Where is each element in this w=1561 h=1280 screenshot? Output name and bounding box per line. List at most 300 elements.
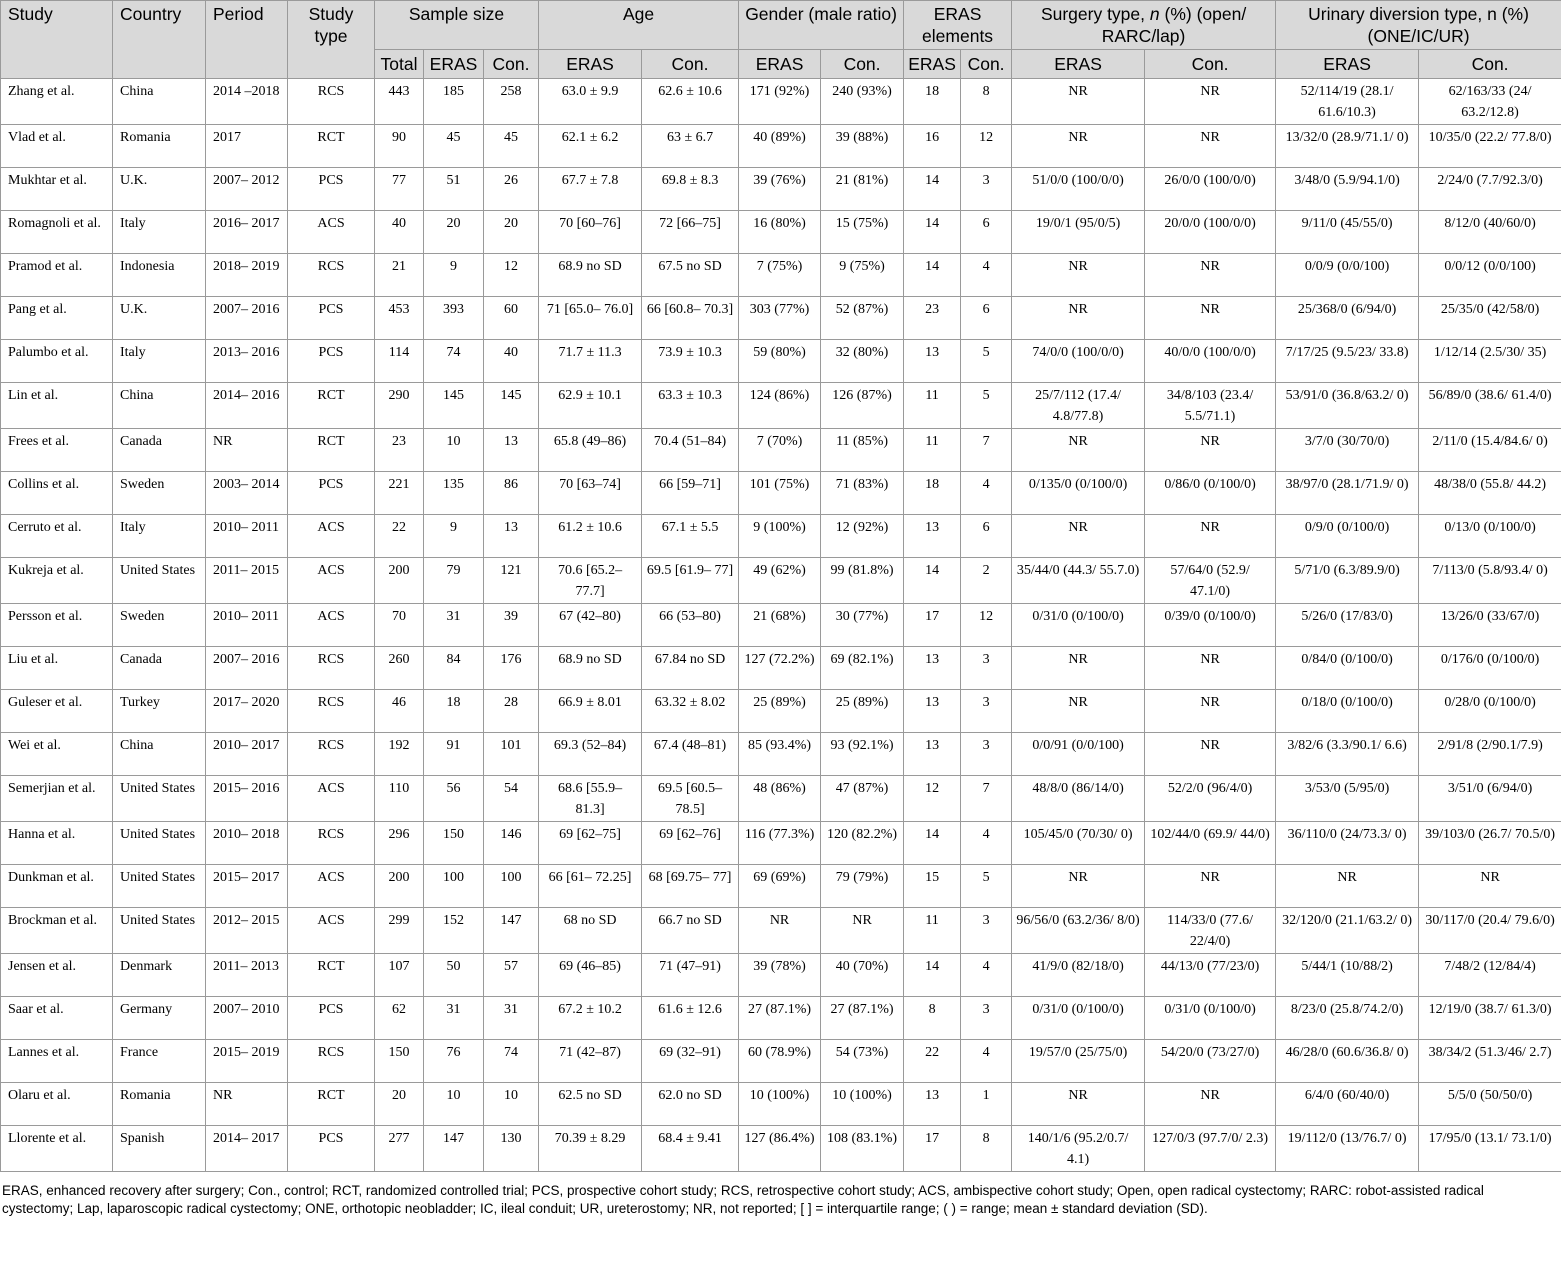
- cell-con-gender: 79 (79%): [821, 865, 904, 908]
- cell-con-gender: 99 (81.8%): [821, 558, 904, 604]
- cell-study: Cerruto et al.: [1, 515, 113, 558]
- cell-con-diversion: 1/12/14 (2.5/30/ 35): [1419, 340, 1561, 383]
- cell-con-elements: 6: [961, 297, 1012, 340]
- cell-study: Lin et al.: [1, 383, 113, 429]
- cell-con-gender: 126 (87%): [821, 383, 904, 429]
- cell-period: 2010– 2018: [206, 822, 288, 865]
- cell-eras-gender: 39 (76%): [739, 168, 821, 211]
- cell-eras-diversion: 7/17/25 (9.5/23/ 33.8): [1276, 340, 1419, 383]
- subcol-eras: ERAS: [1012, 50, 1145, 79]
- cell-period: NR: [206, 429, 288, 472]
- cell-eras-gender: 127 (72.2%): [739, 647, 821, 690]
- cell-con-surgery: 40/0/0 (100/0/0): [1145, 340, 1276, 383]
- cell-eras-diversion: 3/48/0 (5.9/94.1/0): [1276, 168, 1419, 211]
- cell-eras-elements: 17: [904, 1126, 961, 1172]
- cell-eras-sample: 145: [424, 383, 484, 429]
- cell-period: 2010– 2011: [206, 604, 288, 647]
- cell-eras-gender: 124 (86%): [739, 383, 821, 429]
- cell-period: 2015– 2017: [206, 865, 288, 908]
- cell-con-sample: 145: [484, 383, 539, 429]
- cell-con-diversion: 10/35/0 (22.2/ 77.8/0): [1419, 125, 1561, 168]
- col-study-type: Study type: [288, 1, 375, 79]
- cell-eras-diversion: 8/23/0 (25.8/74.2/0): [1276, 997, 1419, 1040]
- cell-eras-sample: 56: [424, 776, 484, 822]
- subcol-total: Total: [375, 50, 424, 79]
- cell-con-diversion: 8/12/0 (40/60/0): [1419, 211, 1561, 254]
- cell-con-diversion: 7/48/2 (12/84/4): [1419, 954, 1561, 997]
- cell-eras-diversion: 9/11/0 (45/55/0): [1276, 211, 1419, 254]
- cell-period: 2014– 2017: [206, 1126, 288, 1172]
- cell-country: Romania: [113, 125, 206, 168]
- cell-eras-elements: 13: [904, 647, 961, 690]
- cell-eras-diversion: NR: [1276, 865, 1419, 908]
- cell-con-sample: 101: [484, 733, 539, 776]
- cell-eras-elements: 11: [904, 429, 961, 472]
- cell-eras-diversion: 0/0/9 (0/0/100): [1276, 254, 1419, 297]
- table-row: [1, 79, 1561, 125]
- cell-total: 200: [375, 558, 424, 604]
- cell-period: 2007– 2010: [206, 997, 288, 1040]
- cell-total: 90: [375, 125, 424, 168]
- cell-con-sample: 176: [484, 647, 539, 690]
- cell-period: 2018– 2019: [206, 254, 288, 297]
- cell-eras-elements: 16: [904, 125, 961, 168]
- cell-eras-elements: 18: [904, 472, 961, 515]
- cell-eras-surgery: 25/7/112 (17.4/ 4.8/77.8): [1012, 383, 1145, 429]
- cell-con-elements: 7: [961, 776, 1012, 822]
- table-row: [1, 954, 1561, 997]
- cell-country: United States: [113, 558, 206, 604]
- cell-con-diversion: 0/0/12 (0/0/100): [1419, 254, 1561, 297]
- cell-eras-surgery: 74/0/0 (100/0/0): [1012, 340, 1145, 383]
- cell-con-elements: 5: [961, 865, 1012, 908]
- cell-study: Saar et al.: [1, 997, 113, 1040]
- cell-con-age: 68 [69.75– 77]: [642, 865, 739, 908]
- cell-eras-sample: 51: [424, 168, 484, 211]
- cell-con-age: 62.6 ± 10.6: [642, 79, 739, 125]
- cell-con-surgery: NR: [1145, 690, 1276, 733]
- cell-country: United States: [113, 776, 206, 822]
- table-row: [1, 647, 1561, 690]
- cell-eras-age: 68.9 no SD: [539, 647, 642, 690]
- cell-study-type: RCT: [288, 954, 375, 997]
- cell-con-surgery: 54/20/0 (73/27/0): [1145, 1040, 1276, 1083]
- cell-total: 77: [375, 168, 424, 211]
- subcol-con: Con.: [821, 50, 904, 79]
- cell-eras-age: 63.0 ± 9.9: [539, 79, 642, 125]
- cell-period: 2011– 2013: [206, 954, 288, 997]
- cell-con-sample: 147: [484, 908, 539, 954]
- cell-eras-surgery: 0/135/0 (0/100/0): [1012, 472, 1145, 515]
- cell-study: Persson et al.: [1, 604, 113, 647]
- subcol-con: Con.: [642, 50, 739, 79]
- cell-study: Llorente et al.: [1, 1126, 113, 1172]
- table-row: [1, 1040, 1561, 1083]
- cell-eras-age: 67 (42–80): [539, 604, 642, 647]
- cell-con-diversion: 2/91/8 (2/90.1/7.9): [1419, 733, 1561, 776]
- cell-country: Turkey: [113, 690, 206, 733]
- cell-eras-gender: 48 (86%): [739, 776, 821, 822]
- cell-con-surgery: 26/0/0 (100/0/0): [1145, 168, 1276, 211]
- cell-eras-elements: 18: [904, 79, 961, 125]
- col-urinary-diversion: Urinary diversion type, n (%) (ONE/IC/UR): [1276, 1, 1561, 50]
- cell-total: 200: [375, 865, 424, 908]
- cell-con-gender: 108 (83.1%): [821, 1126, 904, 1172]
- cell-eras-gender: 9 (100%): [739, 515, 821, 558]
- cell-con-sample: 31: [484, 997, 539, 1040]
- cell-con-surgery: 102/44/0 (69.9/ 44/0): [1145, 822, 1276, 865]
- cell-con-sample: 39: [484, 604, 539, 647]
- cell-con-diversion: 0/28/0 (0/100/0): [1419, 690, 1561, 733]
- cell-total: 46: [375, 690, 424, 733]
- cell-eras-gender: 40 (89%): [739, 125, 821, 168]
- cell-country: China: [113, 383, 206, 429]
- cell-eras-age: 69 [62–75]: [539, 822, 642, 865]
- cell-eras-surgery: NR: [1012, 125, 1145, 168]
- cell-total: 260: [375, 647, 424, 690]
- cell-con-diversion: 25/35/0 (42/58/0): [1419, 297, 1561, 340]
- table-row: [1, 211, 1561, 254]
- cell-total: 40: [375, 211, 424, 254]
- cell-eras-diversion: 3/82/6 (3.3/90.1/ 6.6): [1276, 733, 1419, 776]
- cell-study: Liu et al.: [1, 647, 113, 690]
- cell-study-type: ACS: [288, 211, 375, 254]
- cell-country: Italy: [113, 340, 206, 383]
- cell-con-age: 66.7 no SD: [642, 908, 739, 954]
- cell-eras-diversion: 5/71/0 (6.3/89.9/0): [1276, 558, 1419, 604]
- cell-eras-sample: 50: [424, 954, 484, 997]
- cell-study: Lannes et al.: [1, 1040, 113, 1083]
- cell-eras-diversion: 25/368/0 (6/94/0): [1276, 297, 1419, 340]
- cell-con-gender: 54 (73%): [821, 1040, 904, 1083]
- cell-eras-diversion: 53/91/0 (36.8/63.2/ 0): [1276, 383, 1419, 429]
- cell-eras-elements: 14: [904, 558, 961, 604]
- cell-eras-elements: 15: [904, 865, 961, 908]
- table-row: [1, 168, 1561, 211]
- cell-con-diversion: 13/26/0 (33/67/0): [1419, 604, 1561, 647]
- cell-eras-sample: 10: [424, 429, 484, 472]
- cell-con-sample: 258: [484, 79, 539, 125]
- cell-con-diversion: 62/163/33 (24/ 63.2/12.8): [1419, 79, 1561, 125]
- cell-eras-surgery: NR: [1012, 429, 1145, 472]
- cell-total: 107: [375, 954, 424, 997]
- col-country: Country: [113, 1, 206, 79]
- cell-period: 2017: [206, 125, 288, 168]
- cell-con-elements: 6: [961, 515, 1012, 558]
- cell-eras-sample: 135: [424, 472, 484, 515]
- cell-eras-sample: 185: [424, 79, 484, 125]
- cell-eras-sample: 100: [424, 865, 484, 908]
- cell-con-surgery: 0/31/0 (0/100/0): [1145, 997, 1276, 1040]
- cell-study: Zhang et al.: [1, 79, 113, 125]
- cell-eras-sample: 45: [424, 125, 484, 168]
- cell-con-diversion: 38/34/2 (51.3/46/ 2.7): [1419, 1040, 1561, 1083]
- cell-con-surgery: 44/13/0 (77/23/0): [1145, 954, 1276, 997]
- cell-study: Palumbo et al.: [1, 340, 113, 383]
- cell-period: NR: [206, 1083, 288, 1126]
- table-body: [1, 79, 1561, 1172]
- cell-con-diversion: 2/11/0 (15.4/84.6/ 0): [1419, 429, 1561, 472]
- cell-eras-surgery: NR: [1012, 690, 1145, 733]
- cell-total: 22: [375, 515, 424, 558]
- cell-con-sample: 86: [484, 472, 539, 515]
- cell-eras-elements: 14: [904, 211, 961, 254]
- cell-con-elements: 3: [961, 647, 1012, 690]
- cell-con-age: 69 [62–76]: [642, 822, 739, 865]
- cell-eras-gender: 21 (68%): [739, 604, 821, 647]
- cell-con-diversion: 0/13/0 (0/100/0): [1419, 515, 1561, 558]
- cell-period: 2011– 2015: [206, 558, 288, 604]
- cell-country: Canada: [113, 647, 206, 690]
- cell-period: 2010– 2011: [206, 515, 288, 558]
- cell-eras-diversion: 52/114/19 (28.1/ 61.6/10.3): [1276, 79, 1419, 125]
- cell-con-gender: 27 (87.1%): [821, 997, 904, 1040]
- cell-study: Hanna et al.: [1, 822, 113, 865]
- cell-study-type: RCS: [288, 822, 375, 865]
- cell-con-gender: 52 (87%): [821, 297, 904, 340]
- cell-study: Mukhtar et al.: [1, 168, 113, 211]
- cell-eras-surgery: 140/1/6 (95.2/0.7/ 4.1): [1012, 1126, 1145, 1172]
- cell-eras-age: 66.9 ± 8.01: [539, 690, 642, 733]
- cell-con-age: 67.4 (48–81): [642, 733, 739, 776]
- cell-eras-gender: 27 (87.1%): [739, 997, 821, 1040]
- cell-eras-diversion: 6/4/0 (60/40/0): [1276, 1083, 1419, 1126]
- cell-con-surgery: NR: [1145, 647, 1276, 690]
- table-row: [1, 776, 1561, 822]
- subcol-con: Con.: [961, 50, 1012, 79]
- cell-con-sample: 13: [484, 429, 539, 472]
- cell-con-elements: 3: [961, 168, 1012, 211]
- table-row: [1, 429, 1561, 472]
- cell-con-age: 69.8 ± 8.3: [642, 168, 739, 211]
- cell-eras-age: 71.7 ± 11.3: [539, 340, 642, 383]
- cell-con-elements: 4: [961, 954, 1012, 997]
- cell-eras-sample: 147: [424, 1126, 484, 1172]
- cell-period: 2015– 2016: [206, 776, 288, 822]
- cell-con-sample: 121: [484, 558, 539, 604]
- col-study: Study: [1, 1, 113, 79]
- cell-con-diversion: 7/113/0 (5.8/93.4/ 0): [1419, 558, 1561, 604]
- cell-eras-sample: 91: [424, 733, 484, 776]
- cell-eras-sample: 10: [424, 1083, 484, 1126]
- cell-con-elements: 8: [961, 79, 1012, 125]
- cell-eras-age: 71 (42–87): [539, 1040, 642, 1083]
- cell-eras-diversion: 3/53/0 (5/95/0): [1276, 776, 1419, 822]
- cell-con-gender: 25 (89%): [821, 690, 904, 733]
- cell-eras-surgery: NR: [1012, 297, 1145, 340]
- cell-study: Brockman et al.: [1, 908, 113, 954]
- cell-eras-sample: 74: [424, 340, 484, 383]
- cell-eras-sample: 393: [424, 297, 484, 340]
- cell-period: 2010– 2017: [206, 733, 288, 776]
- cell-total: 443: [375, 79, 424, 125]
- cell-eras-elements: 11: [904, 383, 961, 429]
- cell-con-sample: 28: [484, 690, 539, 733]
- cell-con-age: 61.6 ± 12.6: [642, 997, 739, 1040]
- cell-study-type: RCS: [288, 647, 375, 690]
- cell-eras-surgery: 0/0/91 (0/0/100): [1012, 733, 1145, 776]
- cell-eras-surgery: 41/9/0 (82/18/0): [1012, 954, 1145, 997]
- cell-eras-gender: 39 (78%): [739, 954, 821, 997]
- cell-con-sample: 20: [484, 211, 539, 254]
- table-row: [1, 254, 1561, 297]
- cell-con-surgery: NR: [1145, 297, 1276, 340]
- cell-con-diversion: 17/95/0 (13.1/ 73.1/0): [1419, 1126, 1561, 1172]
- cell-study: Jensen et al.: [1, 954, 113, 997]
- cell-study: Kukreja et al.: [1, 558, 113, 604]
- cell-con-diversion: 3/51/0 (6/94/0): [1419, 776, 1561, 822]
- cell-country: Sweden: [113, 472, 206, 515]
- cell-study-type: RCS: [288, 733, 375, 776]
- cell-eras-age: 69.3 (52–84): [539, 733, 642, 776]
- cell-con-age: 67.5 no SD: [642, 254, 739, 297]
- col-surgery-type: [1012, 1, 1276, 50]
- cell-country: United States: [113, 822, 206, 865]
- cell-eras-gender: 85 (93.4%): [739, 733, 821, 776]
- cell-con-sample: 60: [484, 297, 539, 340]
- cell-con-surgery: NR: [1145, 429, 1276, 472]
- cell-country: France: [113, 1040, 206, 1083]
- cell-country: Spanish: [113, 1126, 206, 1172]
- cell-eras-gender: 10 (100%): [739, 1083, 821, 1126]
- table-row: [1, 297, 1561, 340]
- cell-study-type: PCS: [288, 297, 375, 340]
- cell-eras-diversion: 13/32/0 (28.9/71.1/ 0): [1276, 125, 1419, 168]
- cell-eras-diversion: 36/110/0 (24/73.3/ 0): [1276, 822, 1419, 865]
- surgery-type-label-n: n: [1149, 4, 1160, 24]
- cell-country: Italy: [113, 515, 206, 558]
- cell-period: 2015– 2019: [206, 1040, 288, 1083]
- cell-con-elements: 7: [961, 429, 1012, 472]
- cell-study-type: PCS: [288, 340, 375, 383]
- cell-study-type: PCS: [288, 472, 375, 515]
- cell-study-type: RCS: [288, 254, 375, 297]
- cell-eras-age: 70 [60–76]: [539, 211, 642, 254]
- cell-total: 23: [375, 429, 424, 472]
- cell-study-type: RCS: [288, 1040, 375, 1083]
- table-row: [1, 865, 1561, 908]
- table-row: [1, 1083, 1561, 1126]
- cell-con-gender: 9 (75%): [821, 254, 904, 297]
- cell-eras-diversion: 0/18/0 (0/100/0): [1276, 690, 1419, 733]
- cell-period: 2003– 2014: [206, 472, 288, 515]
- cell-eras-surgery: NR: [1012, 865, 1145, 908]
- cell-study-type: PCS: [288, 997, 375, 1040]
- cell-eras-age: 62.5 no SD: [539, 1083, 642, 1126]
- cell-eras-gender: 7 (70%): [739, 429, 821, 472]
- cell-con-elements: 2: [961, 558, 1012, 604]
- cell-eras-sample: 18: [424, 690, 484, 733]
- table-row: [1, 604, 1561, 647]
- cell-period: 2017– 2020: [206, 690, 288, 733]
- cell-study-type: ACS: [288, 865, 375, 908]
- cell-eras-age: 68.9 no SD: [539, 254, 642, 297]
- cell-eras-sample: 84: [424, 647, 484, 690]
- cell-con-surgery: 20/0/0 (100/0/0): [1145, 211, 1276, 254]
- cell-con-gender: 21 (81%): [821, 168, 904, 211]
- cell-period: 2013– 2016: [206, 340, 288, 383]
- cell-period: 2007– 2016: [206, 647, 288, 690]
- cell-eras-gender: 116 (77.3%): [739, 822, 821, 865]
- cell-con-sample: 130: [484, 1126, 539, 1172]
- cell-eras-elements: 13: [904, 733, 961, 776]
- cell-eras-surgery: 0/31/0 (0/100/0): [1012, 604, 1145, 647]
- cell-eras-elements: 22: [904, 1040, 961, 1083]
- table-row: [1, 997, 1561, 1040]
- cell-con-elements: 4: [961, 1040, 1012, 1083]
- cell-eras-age: 68 no SD: [539, 908, 642, 954]
- cell-con-elements: 5: [961, 340, 1012, 383]
- cell-con-surgery: NR: [1145, 79, 1276, 125]
- cell-con-age: 63.3 ± 10.3: [642, 383, 739, 429]
- cell-eras-age: 67.2 ± 10.2: [539, 997, 642, 1040]
- cell-country: China: [113, 733, 206, 776]
- cell-eras-gender: 69 (69%): [739, 865, 821, 908]
- cell-con-elements: 3: [961, 908, 1012, 954]
- cell-eras-elements: 13: [904, 690, 961, 733]
- cell-eras-diversion: 38/97/0 (28.1/71.9/ 0): [1276, 472, 1419, 515]
- cell-eras-age: 61.2 ± 10.6: [539, 515, 642, 558]
- cell-con-gender: 10 (100%): [821, 1083, 904, 1126]
- cell-period: 2007– 2016: [206, 297, 288, 340]
- cell-con-surgery: NR: [1145, 515, 1276, 558]
- cell-con-age: 66 [59–71]: [642, 472, 739, 515]
- cell-con-age: 69.5 [61.9– 77]: [642, 558, 739, 604]
- cell-con-sample: 100: [484, 865, 539, 908]
- table-row: [1, 733, 1561, 776]
- cell-study-type: ACS: [288, 776, 375, 822]
- cell-total: 70: [375, 604, 424, 647]
- cell-con-age: 62.0 no SD: [642, 1083, 739, 1126]
- cell-eras-surgery: 19/0/1 (95/0/5): [1012, 211, 1145, 254]
- table-row: [1, 383, 1561, 429]
- cell-eras-age: 68.6 [55.9– 81.3]: [539, 776, 642, 822]
- cell-eras-sample: 150: [424, 822, 484, 865]
- cell-study-type: ACS: [288, 515, 375, 558]
- cell-eras-age: 70.6 [65.2– 77.7]: [539, 558, 642, 604]
- cell-con-diversion: 12/19/0 (38.7/ 61.3/0): [1419, 997, 1561, 1040]
- cell-con-sample: 146: [484, 822, 539, 865]
- cell-eras-sample: 76: [424, 1040, 484, 1083]
- cell-eras-age: 67.7 ± 7.8: [539, 168, 642, 211]
- cell-study: Vlad et al.: [1, 125, 113, 168]
- table-row: [1, 822, 1561, 865]
- cell-con-gender: 30 (77%): [821, 604, 904, 647]
- table-row: [1, 558, 1561, 604]
- cell-eras-gender: 127 (86.4%): [739, 1126, 821, 1172]
- cell-study-type: PCS: [288, 168, 375, 211]
- cell-con-age: 67.1 ± 5.5: [642, 515, 739, 558]
- cell-eras-surgery: NR: [1012, 254, 1145, 297]
- cell-study: Semerjian et al.: [1, 776, 113, 822]
- cell-con-sample: 10: [484, 1083, 539, 1126]
- cell-total: 62: [375, 997, 424, 1040]
- cell-con-diversion: 39/103/0 (26.7/ 70.5/0): [1419, 822, 1561, 865]
- cell-con-age: 69.5 [60.5– 78.5]: [642, 776, 739, 822]
- cell-total: 20: [375, 1083, 424, 1126]
- cell-con-age: 68.4 ± 9.41: [642, 1126, 739, 1172]
- cell-con-sample: 74: [484, 1040, 539, 1083]
- cell-con-gender: 12 (92%): [821, 515, 904, 558]
- cell-con-elements: 3: [961, 733, 1012, 776]
- cell-eras-elements: 11: [904, 908, 961, 954]
- cell-con-elements: 3: [961, 997, 1012, 1040]
- cell-eras-elements: 13: [904, 340, 961, 383]
- cell-con-gender: 11 (85%): [821, 429, 904, 472]
- cell-con-age: 69 (32–91): [642, 1040, 739, 1083]
- cell-eras-sample: 79: [424, 558, 484, 604]
- cell-con-surgery: 114/33/0 (77.6/ 22/4/0): [1145, 908, 1276, 954]
